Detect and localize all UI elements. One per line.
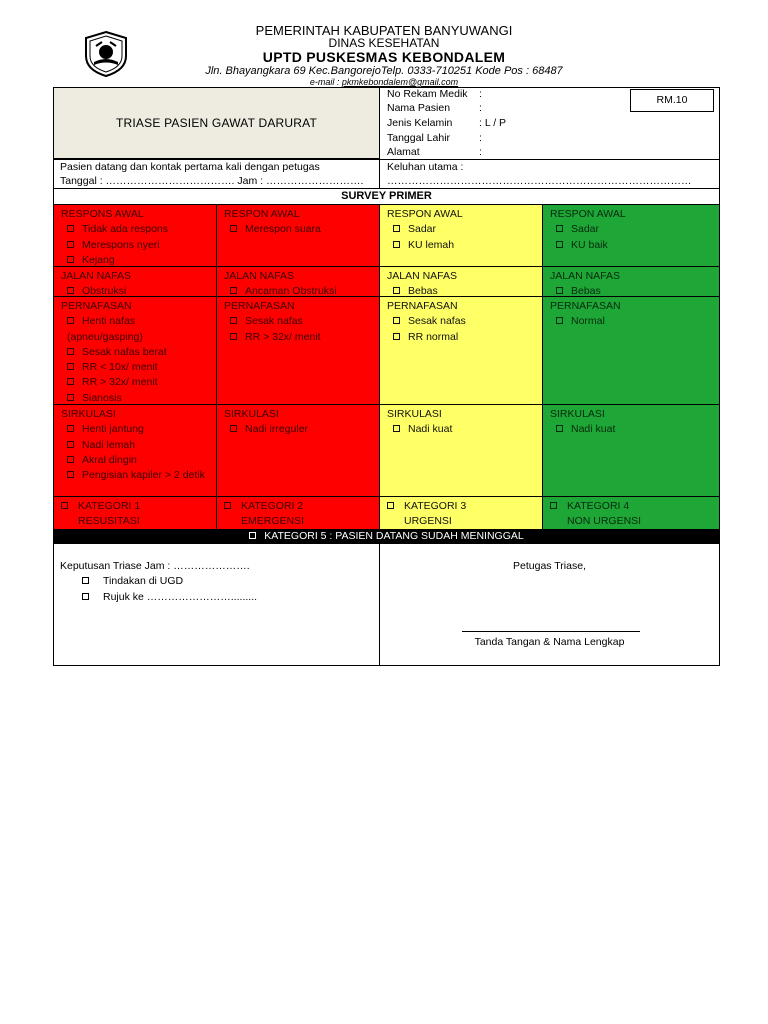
column-kategori-4 — [543, 205, 719, 529]
checkbox-icon[interactable] — [230, 317, 237, 324]
checkbox-item[interactable] — [224, 314, 372, 329]
section-heading: RESPON AWAL — [550, 208, 626, 220]
section-heading: JALAN NAFAS — [224, 270, 295, 282]
pernafasan-section — [380, 297, 542, 405]
checkbox-item[interactable] — [61, 314, 209, 345]
checkbox-label: RR > 32x/ menit — [82, 376, 158, 389]
checkbox-item[interactable] — [550, 238, 712, 253]
option-ugd[interactable] — [82, 575, 183, 587]
checkbox-icon[interactable] — [393, 317, 400, 324]
kategori-5-label: KATEGORI 5 : PASIEN DATANG SUDAH MENINGGAL — [264, 530, 524, 542]
checkbox-icon[interactable] — [61, 502, 68, 509]
checkbox-icon[interactable] — [393, 241, 400, 248]
checkbox-item[interactable] — [61, 422, 209, 437]
respons-section — [217, 205, 379, 267]
form-title-box — [54, 88, 380, 159]
section-heading: JALAN NAFAS — [387, 270, 458, 282]
checkbox-item[interactable] — [387, 314, 535, 329]
officer-label: Petugas Triase, — [513, 560, 586, 572]
checkbox-label: KU lemah — [408, 238, 455, 251]
checkbox-icon[interactable] — [550, 502, 557, 509]
checkbox-icon[interactable] — [67, 441, 74, 448]
checkbox-icon[interactable] — [67, 425, 74, 432]
checkbox-label: Akral dingin — [82, 453, 137, 466]
column-kategori-3 — [380, 205, 543, 529]
kategori-2-option[interactable] — [217, 497, 379, 529]
category-label — [224, 499, 372, 514]
kategori-5-bar[interactable] — [54, 529, 719, 544]
checkbox-icon[interactable] — [387, 502, 394, 509]
column-kategori-1 — [54, 205, 217, 529]
checkbox-icon[interactable] — [393, 287, 400, 294]
checkbox-icon[interactable] — [67, 363, 74, 370]
kategori-1-option[interactable] — [54, 497, 216, 529]
complaint-field[interactable]: …………………………………………………………………………… — [387, 175, 692, 187]
survey-primer-title: SURVEY PRIMER — [54, 188, 719, 205]
checkbox-label: KU baik — [571, 238, 608, 251]
sirkulasi-section — [217, 405, 379, 497]
section-heading: SIRKULASI — [224, 408, 279, 420]
pernafasan-section — [543, 297, 719, 405]
field-value-birth-date[interactable]: : — [479, 132, 482, 144]
jalan-nafas-section — [54, 267, 216, 297]
column-kategori-2 — [217, 205, 380, 529]
checkbox-label: Tidak ada respons — [82, 223, 168, 236]
checkbox-icon[interactable] — [67, 471, 74, 478]
checkbox-item[interactable] — [224, 222, 372, 237]
divider — [54, 159, 719, 160]
checkbox-icon[interactable] — [249, 532, 256, 539]
checkbox-item[interactable] — [550, 222, 712, 237]
checkbox-item[interactable] — [61, 253, 209, 268]
checkbox-icon[interactable] — [556, 225, 563, 232]
checkbox-item[interactable] — [387, 330, 535, 345]
section-heading: RESPONS AWAL — [61, 208, 144, 220]
checkbox-label: Sadar — [571, 223, 600, 236]
jalan-nafas-section — [380, 267, 542, 297]
category-sub: RESUSITASI — [78, 515, 140, 528]
category-sub: NON URGENSI — [567, 515, 642, 528]
section-heading: PERNAFASAN — [550, 300, 621, 312]
checkbox-item[interactable] — [550, 422, 712, 437]
category-name: KATEGORI 3 — [404, 500, 467, 512]
checkbox-label: Henti nafas (apneu/gasping) — [67, 315, 143, 343]
checkbox-label: Sadar — [408, 223, 437, 236]
checkbox-icon[interactable] — [67, 456, 74, 463]
checkbox-label: Obstruksi — [82, 285, 127, 298]
category-name: KATEGORI 4 — [567, 500, 630, 512]
category-label — [61, 499, 209, 514]
checkbox-item[interactable] — [550, 314, 712, 329]
checkbox-item[interactable] — [61, 375, 209, 390]
field-label-patient-name: Nama Pasien — [387, 102, 451, 114]
section-heading: RESPON AWAL — [387, 208, 463, 220]
checkbox-item[interactable] — [61, 438, 209, 453]
header-email-line — [0, 77, 768, 87]
checkbox-item[interactable] — [387, 222, 535, 237]
triage-form — [53, 87, 720, 666]
checkbox-label: Nadi kuat — [571, 423, 616, 436]
section-heading: JALAN NAFAS — [550, 270, 621, 282]
checkbox-label: Merespon suara — [245, 223, 321, 236]
checkbox-label: Bebas — [408, 285, 438, 298]
checkbox-label: Sianosis — [82, 391, 122, 404]
header-address: Jln. Bhayangkara 69 Kec.BangorejoTelp. 0333-710251 Kode Pos : 68487 — [205, 65, 563, 77]
checkbox-icon[interactable] — [67, 348, 74, 355]
checkbox-label: Nadi irreguler — [245, 423, 309, 436]
checkbox-icon[interactable] — [82, 577, 89, 584]
category-name: KATEGORI 1 — [78, 500, 141, 512]
checkbox-icon[interactable] — [230, 287, 237, 294]
checkbox-icon[interactable] — [230, 333, 237, 340]
option-rujuk[interactable] — [82, 591, 257, 603]
sirkulasi-section — [543, 405, 719, 497]
checkbox-label: Nadi lemah — [82, 438, 136, 451]
section-heading: SIRKULASI — [550, 408, 605, 420]
checkbox-icon[interactable] — [67, 287, 74, 294]
category-name: KATEGORI 2 — [241, 500, 304, 512]
respons-section — [54, 205, 216, 267]
checkbox-icon[interactable] — [393, 425, 400, 432]
checkbox-label: Nadi kuat — [408, 423, 453, 436]
pernafasan-section — [54, 297, 216, 405]
checkbox-icon[interactable] — [82, 593, 89, 600]
checkbox-label: Bebas — [571, 285, 601, 298]
checkbox-label: Kejang — [82, 253, 115, 266]
complaint-label: Keluhan utama : — [387, 161, 464, 173]
divider — [379, 88, 380, 188]
header-government: PEMERINTAH KABUPATEN BANYUWANGI — [255, 23, 513, 38]
field-label-gender: Jenis Kelamin — [387, 117, 453, 129]
sirkulasi-section — [54, 405, 216, 497]
checkbox-label: Merespons nyeri — [82, 238, 160, 251]
checkbox-icon[interactable] — [224, 502, 231, 509]
checkbox-label: RR normal — [408, 330, 459, 343]
field-label-address: Alamat — [387, 146, 420, 158]
letterhead — [0, 0, 768, 88]
checkbox-icon[interactable] — [393, 333, 400, 340]
checkbox-item[interactable] — [61, 360, 209, 375]
checkbox-icon[interactable] — [393, 225, 400, 232]
category-sub: URGENSI — [404, 515, 452, 528]
checkbox-item[interactable] — [61, 345, 209, 360]
kategori-3-option[interactable] — [380, 497, 542, 529]
triage-grid — [54, 205, 719, 529]
email-label: e-mail : — [309, 77, 342, 87]
arrival-date-time-field[interactable]: Tanggal : ………………………………. Jam : ………………………. — [60, 175, 364, 187]
checkbox-item[interactable] — [224, 422, 372, 437]
sirkulasi-section — [380, 405, 542, 497]
decision-time-field[interactable]: Keputusan Triase Jam : …………………. — [60, 560, 250, 572]
checkbox-icon[interactable] — [556, 287, 563, 294]
field-value-address[interactable]: : — [479, 146, 482, 158]
category-label — [550, 499, 712, 514]
field-value-patient-name[interactable]: : — [479, 102, 482, 114]
checkbox-icon[interactable] — [556, 317, 563, 324]
jalan-nafas-section — [543, 267, 719, 297]
option-label: Tindakan di UGD — [103, 575, 184, 587]
option-label: Rujuk ke ……………………......... — [103, 591, 258, 603]
checkbox-icon[interactable] — [67, 394, 74, 401]
respons-section — [380, 205, 542, 267]
header-department: DINAS KESEHATAN — [328, 36, 440, 50]
checkbox-label: RR > 32x/ menit — [245, 330, 321, 343]
section-heading: SIRKULASI — [387, 408, 442, 420]
checkbox-item[interactable] — [61, 453, 209, 468]
kategori-4-option[interactable] — [543, 497, 719, 529]
checkbox-label: Normal — [571, 315, 605, 328]
checkbox-label: Sesak nafas — [408, 315, 466, 328]
arrival-text: Pasien datang dan kontak pertama kali dengan petugas — [60, 161, 320, 173]
checkbox-item[interactable] — [61, 222, 209, 237]
field-label-birth-date: Tanggal Lahir — [387, 132, 451, 144]
checkbox-label: Henti jantung — [82, 423, 144, 436]
checkbox-icon[interactable] — [556, 241, 563, 248]
section-heading: RESPON AWAL — [224, 208, 300, 220]
checkbox-label: Pengisian kapiler > 2 detik — [82, 469, 205, 482]
section-heading: PERNAFASAN — [61, 300, 132, 312]
respons-section — [543, 205, 719, 267]
checkbox-item[interactable] — [61, 238, 209, 253]
checkbox-label: Sesak nafas berat — [82, 345, 167, 358]
checkbox-item[interactable] — [61, 468, 209, 483]
checkbox-item[interactable] — [224, 330, 372, 345]
checkbox-item[interactable] — [61, 391, 209, 406]
header-clinic-name: UPTD PUSKESMAS KEBONDALEM — [262, 49, 506, 65]
category-sub: EMERGENSI — [241, 515, 305, 528]
checkbox-label: Ancaman Obstruksi — [245, 285, 337, 298]
field-value-gender[interactable]: : L / P — [479, 117, 507, 129]
rm-code-box: RM.10 — [630, 89, 714, 112]
signature-line[interactable] — [462, 631, 640, 632]
pernafasan-section — [217, 297, 379, 405]
checkbox-icon[interactable] — [67, 317, 74, 324]
checkbox-item[interactable] — [387, 238, 535, 253]
checkbox-icon[interactable] — [67, 378, 74, 385]
form-title: TRIASE PASIEN GAWAT DARURAT — [116, 116, 317, 130]
field-label-medical-record: No Rekam Medik — [387, 88, 468, 100]
checkbox-icon[interactable] — [556, 425, 563, 432]
checkbox-icon[interactable] — [67, 225, 74, 232]
email-link[interactable]: pkmkebondalem@gmail.com — [341, 77, 459, 87]
checkbox-icon[interactable] — [230, 225, 237, 232]
checkbox-label: Sesak nafas — [245, 315, 303, 328]
section-heading: SIRKULASI — [61, 408, 116, 420]
category-label — [387, 499, 535, 514]
checkbox-icon[interactable] — [67, 241, 74, 248]
signature-caption: Tanda Tangan & Nama Lengkap — [474, 636, 625, 648]
checkbox-item[interactable] — [387, 422, 535, 437]
field-value-medical-record[interactable]: : — [479, 88, 482, 100]
checkbox-icon[interactable] — [67, 256, 74, 263]
checkbox-label: RR < 10x/ menit — [82, 361, 158, 374]
section-heading: PERNAFASAN — [224, 300, 295, 312]
section-heading: JALAN NAFAS — [61, 270, 132, 282]
section-heading: PERNAFASAN — [387, 300, 458, 312]
checkbox-icon[interactable] — [230, 425, 237, 432]
jalan-nafas-section — [217, 267, 379, 297]
